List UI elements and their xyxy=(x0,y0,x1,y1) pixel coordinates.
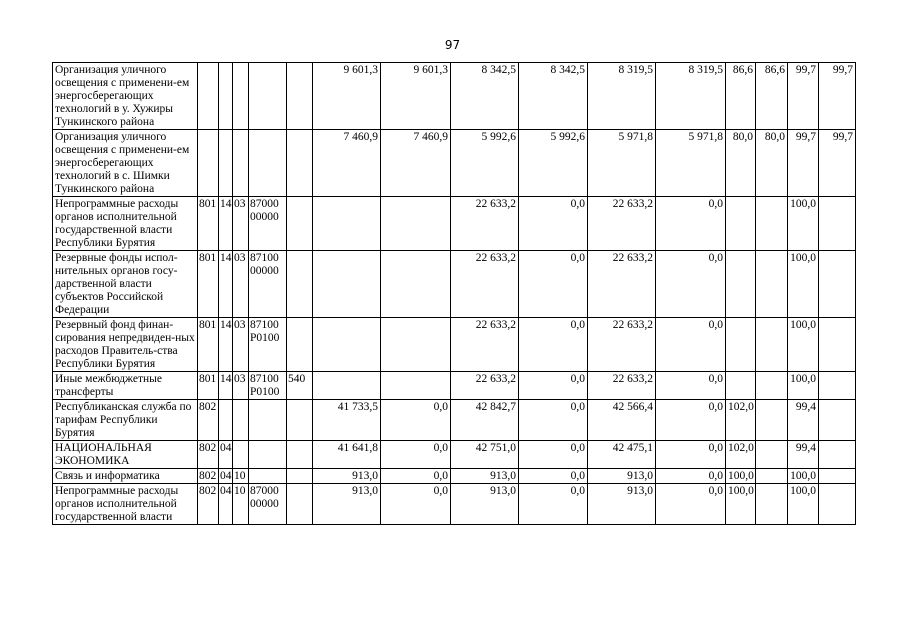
cell-ministry-code: 801 xyxy=(198,251,219,318)
cell-value-6: 0,0 xyxy=(656,484,726,525)
cell-ministry-code: 801 xyxy=(198,197,219,251)
cell-target-article-code xyxy=(249,400,287,441)
cell-value-6: 0,0 xyxy=(656,197,726,251)
cell-percent-1: 100,0 xyxy=(726,484,756,525)
cell-value-1: 913,0 xyxy=(313,469,381,484)
cell-value-3: 42 751,0 xyxy=(451,441,519,469)
row-name: Непрограммные расходы органов исполнительной государственной власти xyxy=(53,484,198,525)
cell-target-article-code: 87100 Р0100 xyxy=(249,372,287,400)
cell-section-code: 04 xyxy=(219,484,233,525)
cell-subsection-code xyxy=(233,130,249,197)
cell-value-4: 0,0 xyxy=(519,400,588,441)
cell-target-article-code xyxy=(249,63,287,130)
cell-target-article-code xyxy=(249,469,287,484)
cell-ministry-code: 801 xyxy=(198,318,219,372)
row-name: Организация уличного освещения с применени-ем энергосберегающих технологий в у. Хужиры Тункинского района xyxy=(53,63,198,130)
cell-expense-type-code xyxy=(287,251,313,318)
cell-percent-2 xyxy=(756,484,788,525)
cell-value-2: 0,0 xyxy=(381,441,451,469)
cell-percent-3: 99,7 xyxy=(788,130,819,197)
cell-value-2 xyxy=(381,251,451,318)
table-row xyxy=(53,130,856,197)
cell-expense-type-code: 540 xyxy=(287,372,313,400)
cell-percent-2 xyxy=(756,441,788,469)
cell-section-code: 14 xyxy=(219,197,233,251)
cell-expense-type-code xyxy=(287,400,313,441)
cell-percent-2: 80,0 xyxy=(756,130,788,197)
cell-percent-3: 99,4 xyxy=(788,400,819,441)
cell-value-2: 9 601,3 xyxy=(381,63,451,130)
cell-percent-1: 102,0 xyxy=(726,400,756,441)
cell-value-1 xyxy=(313,197,381,251)
cell-expense-type-code xyxy=(287,441,313,469)
cell-ministry-code: 802 xyxy=(198,441,219,469)
cell-value-3: 22 633,2 xyxy=(451,318,519,372)
cell-value-1 xyxy=(313,318,381,372)
cell-target-article-code xyxy=(249,130,287,197)
cell-expense-type-code xyxy=(287,130,313,197)
table-row xyxy=(53,441,856,469)
cell-target-article-code xyxy=(249,441,287,469)
cell-subsection-code: 10 xyxy=(233,484,249,525)
cell-subsection-code: 03 xyxy=(233,251,249,318)
table-row xyxy=(53,318,856,372)
cell-section-code: 04 xyxy=(219,441,233,469)
cell-percent-3: 99,4 xyxy=(788,441,819,469)
cell-value-4: 5 992,6 xyxy=(519,130,588,197)
cell-ministry-code: 801 xyxy=(198,372,219,400)
cell-value-4: 0,0 xyxy=(519,469,588,484)
cell-expense-type-code xyxy=(287,484,313,525)
cell-percent-3: 100,0 xyxy=(788,469,819,484)
cell-percent-4 xyxy=(819,441,856,469)
cell-value-1: 913,0 xyxy=(313,484,381,525)
row-name: Непрограммные расходы органов исполнительной государственной власти Республики Бурятия xyxy=(53,197,198,251)
cell-subsection-code xyxy=(233,63,249,130)
cell-subsection-code: 10 xyxy=(233,469,249,484)
row-name: НАЦИОНАЛЬНАЯ ЭКОНОМИКА xyxy=(53,441,198,469)
cell-expense-type-code xyxy=(287,469,313,484)
cell-value-4: 8 342,5 xyxy=(519,63,588,130)
cell-value-5: 22 633,2 xyxy=(588,318,656,372)
cell-percent-3: 100,0 xyxy=(788,372,819,400)
cell-expense-type-code xyxy=(287,197,313,251)
cell-value-1: 7 460,9 xyxy=(313,130,381,197)
cell-section-code xyxy=(219,63,233,130)
cell-value-3: 913,0 xyxy=(451,484,519,525)
cell-percent-4 xyxy=(819,469,856,484)
cell-percent-3: 100,0 xyxy=(788,251,819,318)
cell-percent-3: 100,0 xyxy=(788,197,819,251)
table-row xyxy=(53,400,856,441)
row-name: Иные межбюджетные трансферты xyxy=(53,372,198,400)
cell-subsection-code xyxy=(233,441,249,469)
page-number: 97 xyxy=(444,38,461,52)
cell-percent-1 xyxy=(726,318,756,372)
cell-value-5: 22 633,2 xyxy=(588,372,656,400)
cell-value-5: 42 475,1 xyxy=(588,441,656,469)
cell-ministry-code: 802 xyxy=(198,484,219,525)
cell-percent-4 xyxy=(819,372,856,400)
cell-value-5: 42 566,4 xyxy=(588,400,656,441)
cell-target-article-code: 87100 00000 xyxy=(249,251,287,318)
cell-percent-2 xyxy=(756,400,788,441)
cell-percent-1 xyxy=(726,372,756,400)
cell-percent-4 xyxy=(819,400,856,441)
cell-percent-1 xyxy=(726,197,756,251)
cell-value-6: 0,0 xyxy=(656,372,726,400)
cell-value-6: 0,0 xyxy=(656,251,726,318)
cell-subsection-code: 03 xyxy=(233,197,249,251)
cell-value-2: 0,0 xyxy=(381,484,451,525)
cell-section-code: 14 xyxy=(219,251,233,318)
table-row xyxy=(53,484,856,525)
cell-percent-1: 102,0 xyxy=(726,441,756,469)
cell-value-3: 42 842,7 xyxy=(451,400,519,441)
cell-value-2: 7 460,9 xyxy=(381,130,451,197)
cell-expense-type-code xyxy=(287,318,313,372)
cell-value-2 xyxy=(381,318,451,372)
row-name: Республиканская служба по тарифам Республики Бурятия xyxy=(53,400,198,441)
cell-percent-4 xyxy=(819,251,856,318)
cell-value-4: 0,0 xyxy=(519,318,588,372)
cell-section-code: 14 xyxy=(219,372,233,400)
cell-section-code: 04 xyxy=(220,470,232,482)
cell-value-1: 9 601,3 xyxy=(313,63,381,130)
row-name: Организация уличного освещения с применени-ем энергосберегающих технологий в с. Шимки Тункинского района xyxy=(53,130,198,197)
cell-value-5: 22 633,2 xyxy=(588,197,656,251)
cell-value-4: 0,0 xyxy=(519,197,588,251)
cell-value-2: 0,0 xyxy=(381,400,451,441)
cell-value-4: 0,0 xyxy=(519,372,588,400)
cell-value-2 xyxy=(381,372,451,400)
cell-value-4: 0,0 xyxy=(519,251,588,318)
cell-value-5: 8 319,5 xyxy=(588,63,656,130)
cell-subsection-code xyxy=(233,400,249,441)
cell-value-2: 0,0 xyxy=(381,469,451,484)
cell-ministry-code xyxy=(198,130,219,197)
table-body xyxy=(53,63,856,525)
cell-value-1 xyxy=(313,251,381,318)
cell-value-4: 0,0 xyxy=(519,441,588,469)
cell-value-6: 5 971,8 xyxy=(656,130,726,197)
cell-section-code xyxy=(219,130,233,197)
cell-value-5: 5 971,8 xyxy=(588,130,656,197)
cell-percent-4 xyxy=(819,197,856,251)
cell-subsection-code: 03 xyxy=(233,318,249,372)
cell-percent-1: 100,0 xyxy=(726,469,756,484)
cell-percent-4 xyxy=(819,318,856,372)
cell-value-4: 0,0 xyxy=(519,484,588,525)
cell-percent-1: 80,0 xyxy=(726,130,756,197)
cell-value-6: 0,0 xyxy=(656,441,726,469)
table-row xyxy=(53,63,856,130)
cell-value-2 xyxy=(381,197,451,251)
table-row xyxy=(53,469,856,484)
cell-ministry-code: 802 xyxy=(198,400,219,441)
cell-value-3: 22 633,2 xyxy=(451,251,519,318)
cell-percent-2 xyxy=(756,469,788,484)
cell-percent-2: 86,6 xyxy=(756,63,788,130)
row-name: Связь и информатика xyxy=(53,469,198,484)
cell-target-article-code: 87000 00000 xyxy=(249,484,287,525)
table-row xyxy=(53,372,856,400)
cell-subsection-code: 03 xyxy=(233,372,249,400)
cell-value-6: 0,0 xyxy=(656,318,726,372)
cell-value-5: 913,0 xyxy=(588,484,656,525)
cell-percent-1: 86,6 xyxy=(726,63,756,130)
cell-percent-2 xyxy=(756,372,788,400)
cell-value-6: 0,0 xyxy=(656,400,726,441)
cell-percent-4: 99,7 xyxy=(819,63,856,130)
table-row xyxy=(53,197,856,251)
cell-value-5: 22 633,2 xyxy=(588,251,656,318)
cell-value-3: 8 342,5 xyxy=(451,63,519,130)
cell-value-6: 0,0 xyxy=(656,469,726,484)
row-name: Резервный фонд финан-сирования непредвиден-ных расходов Правитель-ства Республики Бурятия xyxy=(53,318,198,372)
cell-value-3: 5 992,6 xyxy=(451,130,519,197)
cell-value-3: 913,0 xyxy=(451,469,519,484)
cell-value-6: 8 319,5 xyxy=(656,63,726,130)
cell-value-1 xyxy=(313,372,381,400)
cell-expense-type-code xyxy=(287,63,313,130)
cell-percent-3: 100,0 xyxy=(788,318,819,372)
cell-ministry-code: 802 xyxy=(198,469,219,484)
table-row xyxy=(53,251,856,318)
cell-value-3: 22 633,2 xyxy=(451,197,519,251)
cell-percent-3: 99,7 xyxy=(788,63,819,130)
cell-value-5: 913,0 xyxy=(588,469,656,484)
cell-value-1: 41 733,5 xyxy=(313,400,381,441)
cell-value-3: 22 633,2 xyxy=(451,372,519,400)
cell-percent-3: 100,0 xyxy=(788,484,819,525)
cell-percent-4: 99,7 xyxy=(819,130,856,197)
cell-percent-2 xyxy=(756,197,788,251)
cell-section-code xyxy=(219,400,233,441)
cell-percent-4 xyxy=(819,484,856,525)
row-name: Резервные фонды испол-нительных органов госу-дарственной власти субъектов Российской Федерации xyxy=(53,251,198,318)
cell-percent-1 xyxy=(726,251,756,318)
cell-target-article-code: 87000 00000 xyxy=(249,197,287,251)
cell-ministry-code xyxy=(198,63,219,130)
cell-percent-2 xyxy=(756,251,788,318)
cell-section-code: 14 xyxy=(219,318,233,372)
cell-target-article-code: 87100 Р0100 xyxy=(249,318,287,372)
cell-percent-2 xyxy=(756,318,788,372)
cell-value-1: 41 641,8 xyxy=(313,441,381,469)
budget-table xyxy=(52,62,856,525)
